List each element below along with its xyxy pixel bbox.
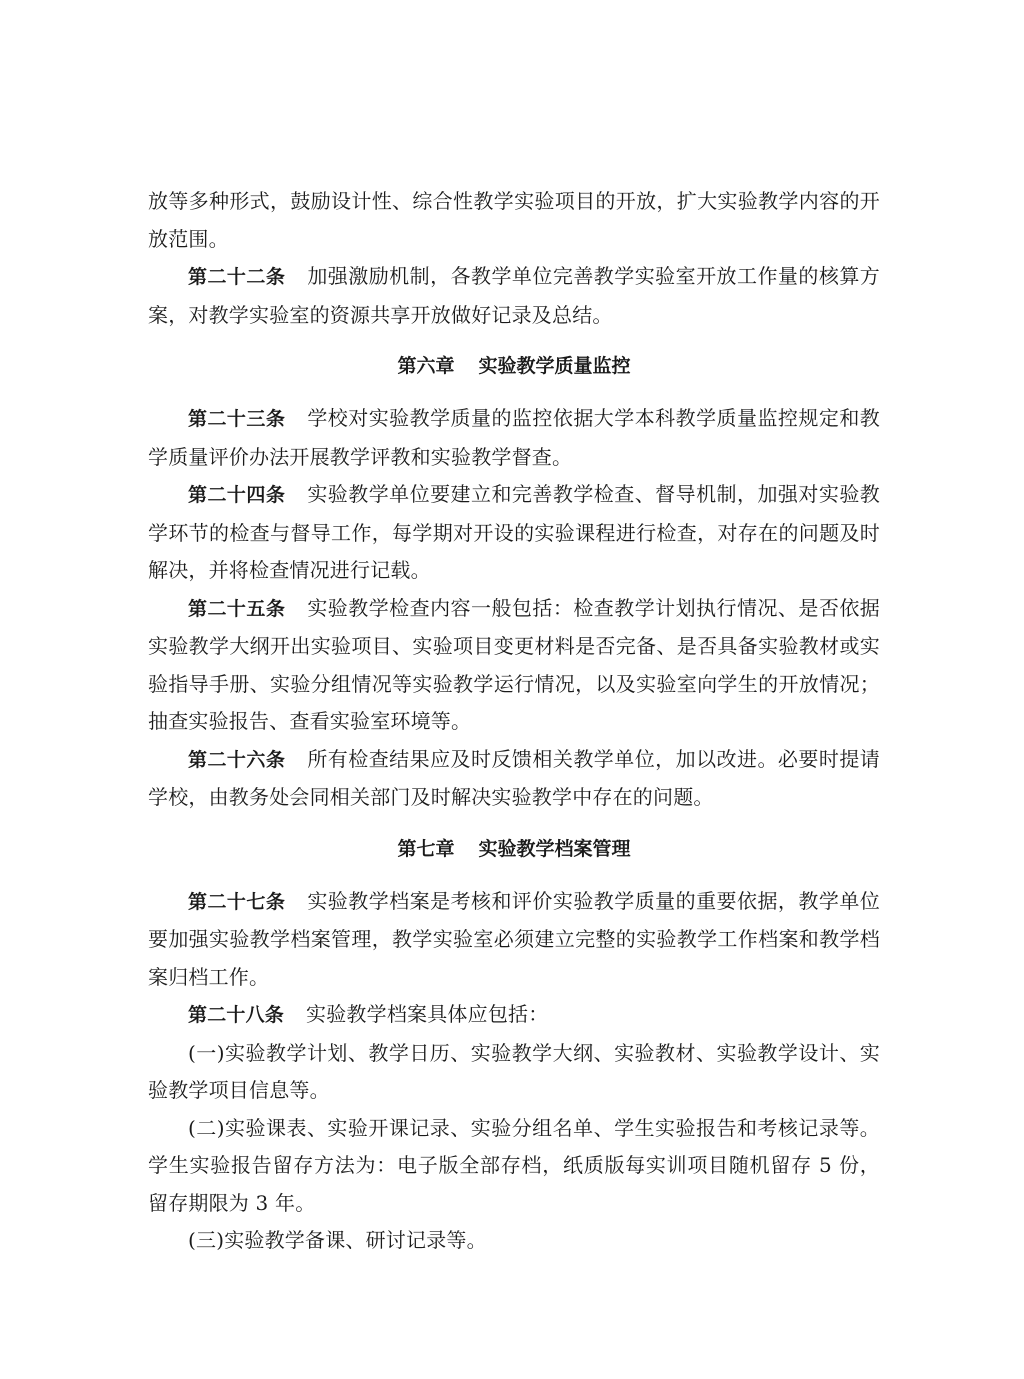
article-number: 第二十三条: [188, 408, 286, 430]
chapter-number: 第六章: [397, 355, 455, 377]
article-text: 实验教学检查内容一般包括：检查教学计划执行情况、是否依据实验教学大纲开出实验项目、实验项目变更材料是否完备、是否具备实验教材或实验指导手册、实验分组情况等实验教学运行情况，以及实验室向学生的开放情况；抽查实验报告、查看实验室环境等。: [148, 595, 880, 733]
article-27: [148, 883, 880, 997]
article-number: 第二十四条: [188, 484, 286, 506]
list-item-1: (一)实验教学计划、教学日历、实验教学大纲、实验教材、实验教学设计、实验教学项目信息等。: [148, 1040, 880, 1102]
chapter-title: 实验教学档案管理: [478, 837, 631, 860]
article-number: 第二十八条: [188, 1004, 285, 1026]
chapter-title: 实验教学质量监控: [478, 355, 631, 377]
article-number: 第二十二条: [188, 266, 286, 288]
article-number: 第二十六条: [188, 748, 286, 771]
article-text: 学校对实验教学质量的监控依据大学本科教学质量监控规定和教学质量评价办法开展教学评教和实验教学督查。: [148, 406, 880, 469]
article-text: 实验教学档案具体应包括：: [306, 1002, 549, 1026]
article-23: [148, 400, 880, 476]
article-28: [148, 996, 880, 1035]
list-item-2: (二)实验课表、实验开课记录、实验分组名单、学生实验报告和考核记录等。学生实验报告留存方法为：电子版全部存档，纸质版每实训项目随机留存 5 份，留存期限为 3 年。: [148, 1115, 880, 1215]
article-24: [148, 476, 880, 590]
article-text: 所有检查结果应及时反馈相关教学单位，加以改进。必要时提请学校，由教务处会同相关部门及时解决实验教学中存在的问题。: [148, 746, 880, 809]
article-number: 第二十七条: [188, 890, 286, 913]
article-text: 实验教学档案是考核和评价实验教学质量的重要依据，教学单位要加强实验教学档案管理，教学实验室必须建立完整的实验教学工作档案和教学档案归档工作。: [148, 888, 880, 989]
chapter-heading-6: [148, 352, 880, 380]
article-22: [148, 258, 880, 334]
article-text: 实验教学单位要建立和完善教学检查、督导机制，加强对实验教学环节的检查与督导工作，每学期对开设的实验课程进行检查，对存在的问题及时解决，并将检查情况进行记载。: [148, 482, 880, 582]
article-26: [148, 741, 880, 817]
paragraph-continuation: 放等多种形式，鼓励设计性、综合性教学实验项目的开放，扩大实验教学内容的开放范围。: [148, 189, 880, 251]
article-25: [148, 590, 880, 741]
article-number: 第二十五条: [188, 597, 286, 620]
list-item-3: (三)实验教学备课、研讨记录等。: [188, 1228, 487, 1252]
article-text: 加强激励机制，各教学单位完善教学实验室开放工作量的核算方案，对教学实验室的资源共享开放做好记录及总结。: [148, 264, 880, 327]
chapter-number: 第七章: [397, 837, 455, 860]
document-page: [148, 183, 880, 1260]
chapter-heading-7: [148, 835, 880, 863]
